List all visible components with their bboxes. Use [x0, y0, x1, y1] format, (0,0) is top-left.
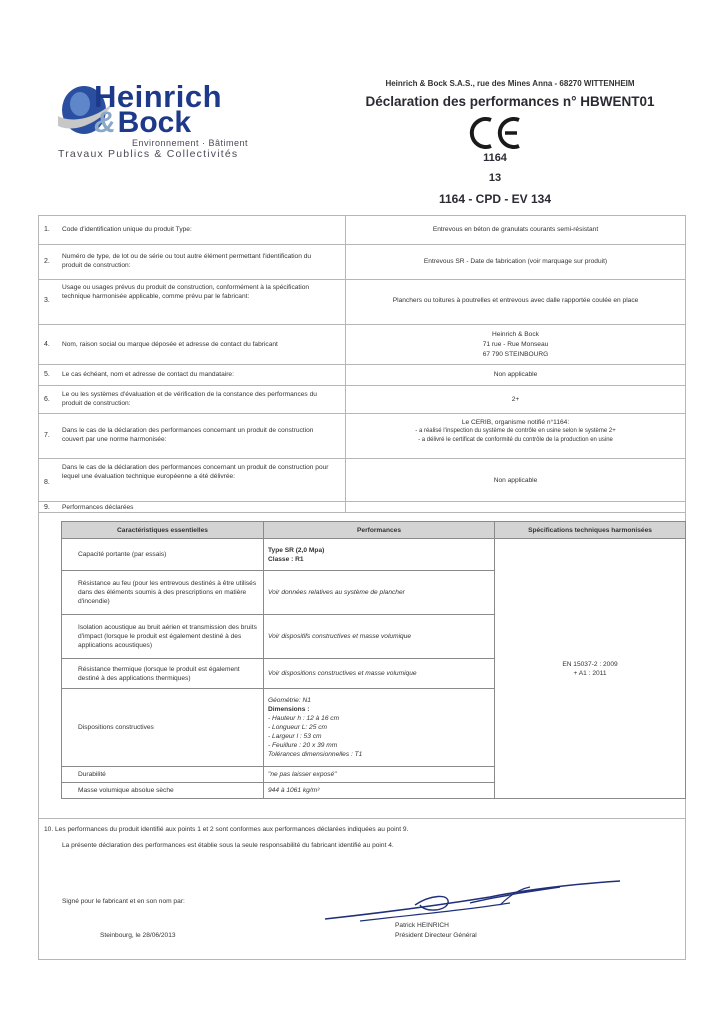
logo-text-heinrich: Heinrich — [94, 79, 223, 114]
row-label: Numéro de type, de lot ou de série ou tout autre élément permettant l'identification du produit de construction: — [62, 253, 312, 269]
performance-cell: Voir données relatives au système de plancher — [264, 571, 495, 615]
statement-responsibility: La présente déclaration des performances est établie sous la seule responsabilité du fabricant identifié au point 4. — [62, 842, 394, 849]
row-divider — [38, 818, 686, 819]
row-divider — [38, 324, 686, 325]
performance-cell: "ne pas laisser exposé" — [264, 767, 495, 783]
section-number: 9. — [44, 504, 50, 511]
logo-subtitle-1: Environnement · Bâtiment — [131, 138, 248, 148]
row-value-line: Le CERIB, organisme notifié n°1164: — [461, 419, 570, 426]
row-number: 5. — [44, 371, 50, 378]
row-number: 2. — [44, 258, 50, 265]
row-label: Nom, raison social ou marque déposée et adresse de contact du fabricant — [62, 341, 278, 348]
characteristic-cell: Résistance au feu (pour les entrevous destinés à être utilisés dans des éléments soumis à des prescriptions en matière d'incendie) — [62, 571, 264, 615]
row-number: 4. — [44, 341, 50, 348]
company-address: Heinrich & Bock S.A.S., rue des Mines Anna - 68270 WITTENHEIM — [385, 79, 635, 88]
row-divider — [38, 244, 686, 245]
row-divider — [38, 413, 686, 414]
certificate-number: 1164 - CPD - EV 134 — [438, 192, 552, 206]
characteristic-cell: Résistance thermique (lorsque le produit est également destiné à des applications thermiques) — [62, 659, 264, 689]
row-number: 6. — [44, 396, 50, 403]
row-divider — [38, 458, 686, 459]
row-divider — [38, 385, 686, 386]
row-label: Dans le cas de la déclaration des performances concernant un produit de construction pour lequel une évaluation technique européenne a été délivrée: — [62, 464, 329, 480]
signed-label: Signé pour le fabricant et en son nom par: — [62, 898, 185, 905]
column-header: Performances — [264, 522, 495, 539]
row-value: Planchers ou toitures à poutrelles et entrevous avec dalle rapportée coulée en place — [392, 297, 639, 304]
row-divider — [38, 512, 686, 513]
handwritten-signature-icon — [320, 875, 630, 925]
performance-cell: 944 à 1061 kg/m³ — [264, 783, 495, 799]
characteristic-cell: Masse volumique absolue sèche — [62, 783, 264, 799]
section-label: Performances déclarées — [62, 504, 134, 511]
characteristic-cell: Durabilité — [62, 767, 264, 783]
row-divider — [38, 364, 686, 365]
performance-cell: Géométrie: N1 Dimensions : - Hauteur h : 12 à 16 cm - Longueur L: 25 cm - Largeur l : 53 cm - Feuillure : 20 x 39 mm Tolérances dimensionnelles : T1 — [264, 689, 495, 767]
row-number: 1. — [44, 226, 50, 233]
row-value: 2+ — [511, 396, 520, 403]
row-value: Non applicable — [493, 477, 538, 484]
row-number: 8. — [44, 479, 50, 486]
row-number: 7. — [44, 432, 50, 439]
notified-body-number: 1164 — [483, 152, 507, 164]
document-title: Déclaration des performances n° HBWENT01 — [365, 94, 655, 109]
row-number: 3. — [44, 297, 50, 304]
logo-text-bock: &Bock — [94, 106, 192, 139]
row-value: Entrevous SR - Date de fabrication (voir marquage sur produit) — [423, 258, 608, 265]
row-divider — [38, 501, 686, 502]
place-date: Steinbourg, le 28/06/2013 — [100, 932, 176, 939]
row-label: Dans le cas de la déclaration des performances concernant un produit de construction couvert par une norme harmonisée: — [62, 427, 314, 443]
column-header: Spécifications techniques harmonisées — [495, 522, 686, 539]
signer-role: Président Directeur Général — [395, 932, 477, 939]
year-code: 13 — [488, 172, 502, 184]
characteristic-cell: Dispositions constructives — [62, 689, 264, 767]
row-label: Le cas échéant, nom et adresse de contact du mandataire: — [62, 371, 234, 378]
performance-cell: Type SR (2,0 Mpa) Classe : R1 — [264, 539, 495, 571]
logo-subtitle-2: Travaux Publics & Collectivités — [58, 148, 239, 160]
row-label: Le ou les systèmes d'évaluation et de vérification de la constance des performances du produit de construction: — [62, 391, 317, 407]
characteristic-cell: Isolation acoustique au bruit aérien et transmission des bruits d'impact (lorsque le produit est également destiné à des applications acoustiques) — [62, 615, 264, 659]
row-value-line: Heinrich & Bock — [492, 331, 539, 338]
performance-table — [61, 521, 686, 799]
statement-10: 10. Les performances du produit identifié aux points 1 et 2 sont conformes aux performances déclarées indiquées au point 9. — [44, 826, 409, 833]
row-divider — [38, 279, 686, 280]
performance-cell: Voir dispositions constructives et masse volumique — [264, 659, 495, 689]
row-value: Entrevous en béton de granulats courants semi-résistant — [432, 226, 599, 233]
row-label: Code d'identification unique du produit Type: — [62, 226, 192, 233]
column-header: Caractéristiques essentielles — [62, 522, 264, 539]
row-value: Non applicable — [493, 371, 538, 378]
ce-mark-icon — [465, 116, 525, 150]
characteristic-cell: Capacité portante (par essais) — [62, 539, 264, 571]
row-value-line: - a délivré le certificat de conformité du contrôle de la production en usine — [418, 437, 613, 443]
row-label: Usage ou usages prévus du produit de construction, conformément à la spécification technique harmonisée applicable, comme prévu par le fabricant: — [62, 284, 310, 300]
signer-name: Patrick HEINRICH — [395, 922, 449, 929]
specification-cell: EN 15037-2 : 2009 + A1 : 2011 — [495, 539, 686, 799]
row-value-line: 67 790 STEINBOURG — [482, 351, 549, 358]
table-row — [62, 539, 686, 571]
performance-cell: Voir dispositifs constructives et masse volumique — [264, 615, 495, 659]
row-value-line: 71 rue - Rue Monseau — [482, 341, 549, 348]
row-value-line: - a réalisé l'inspection du système de contrôle en usine selon le système 2+ — [415, 428, 616, 434]
